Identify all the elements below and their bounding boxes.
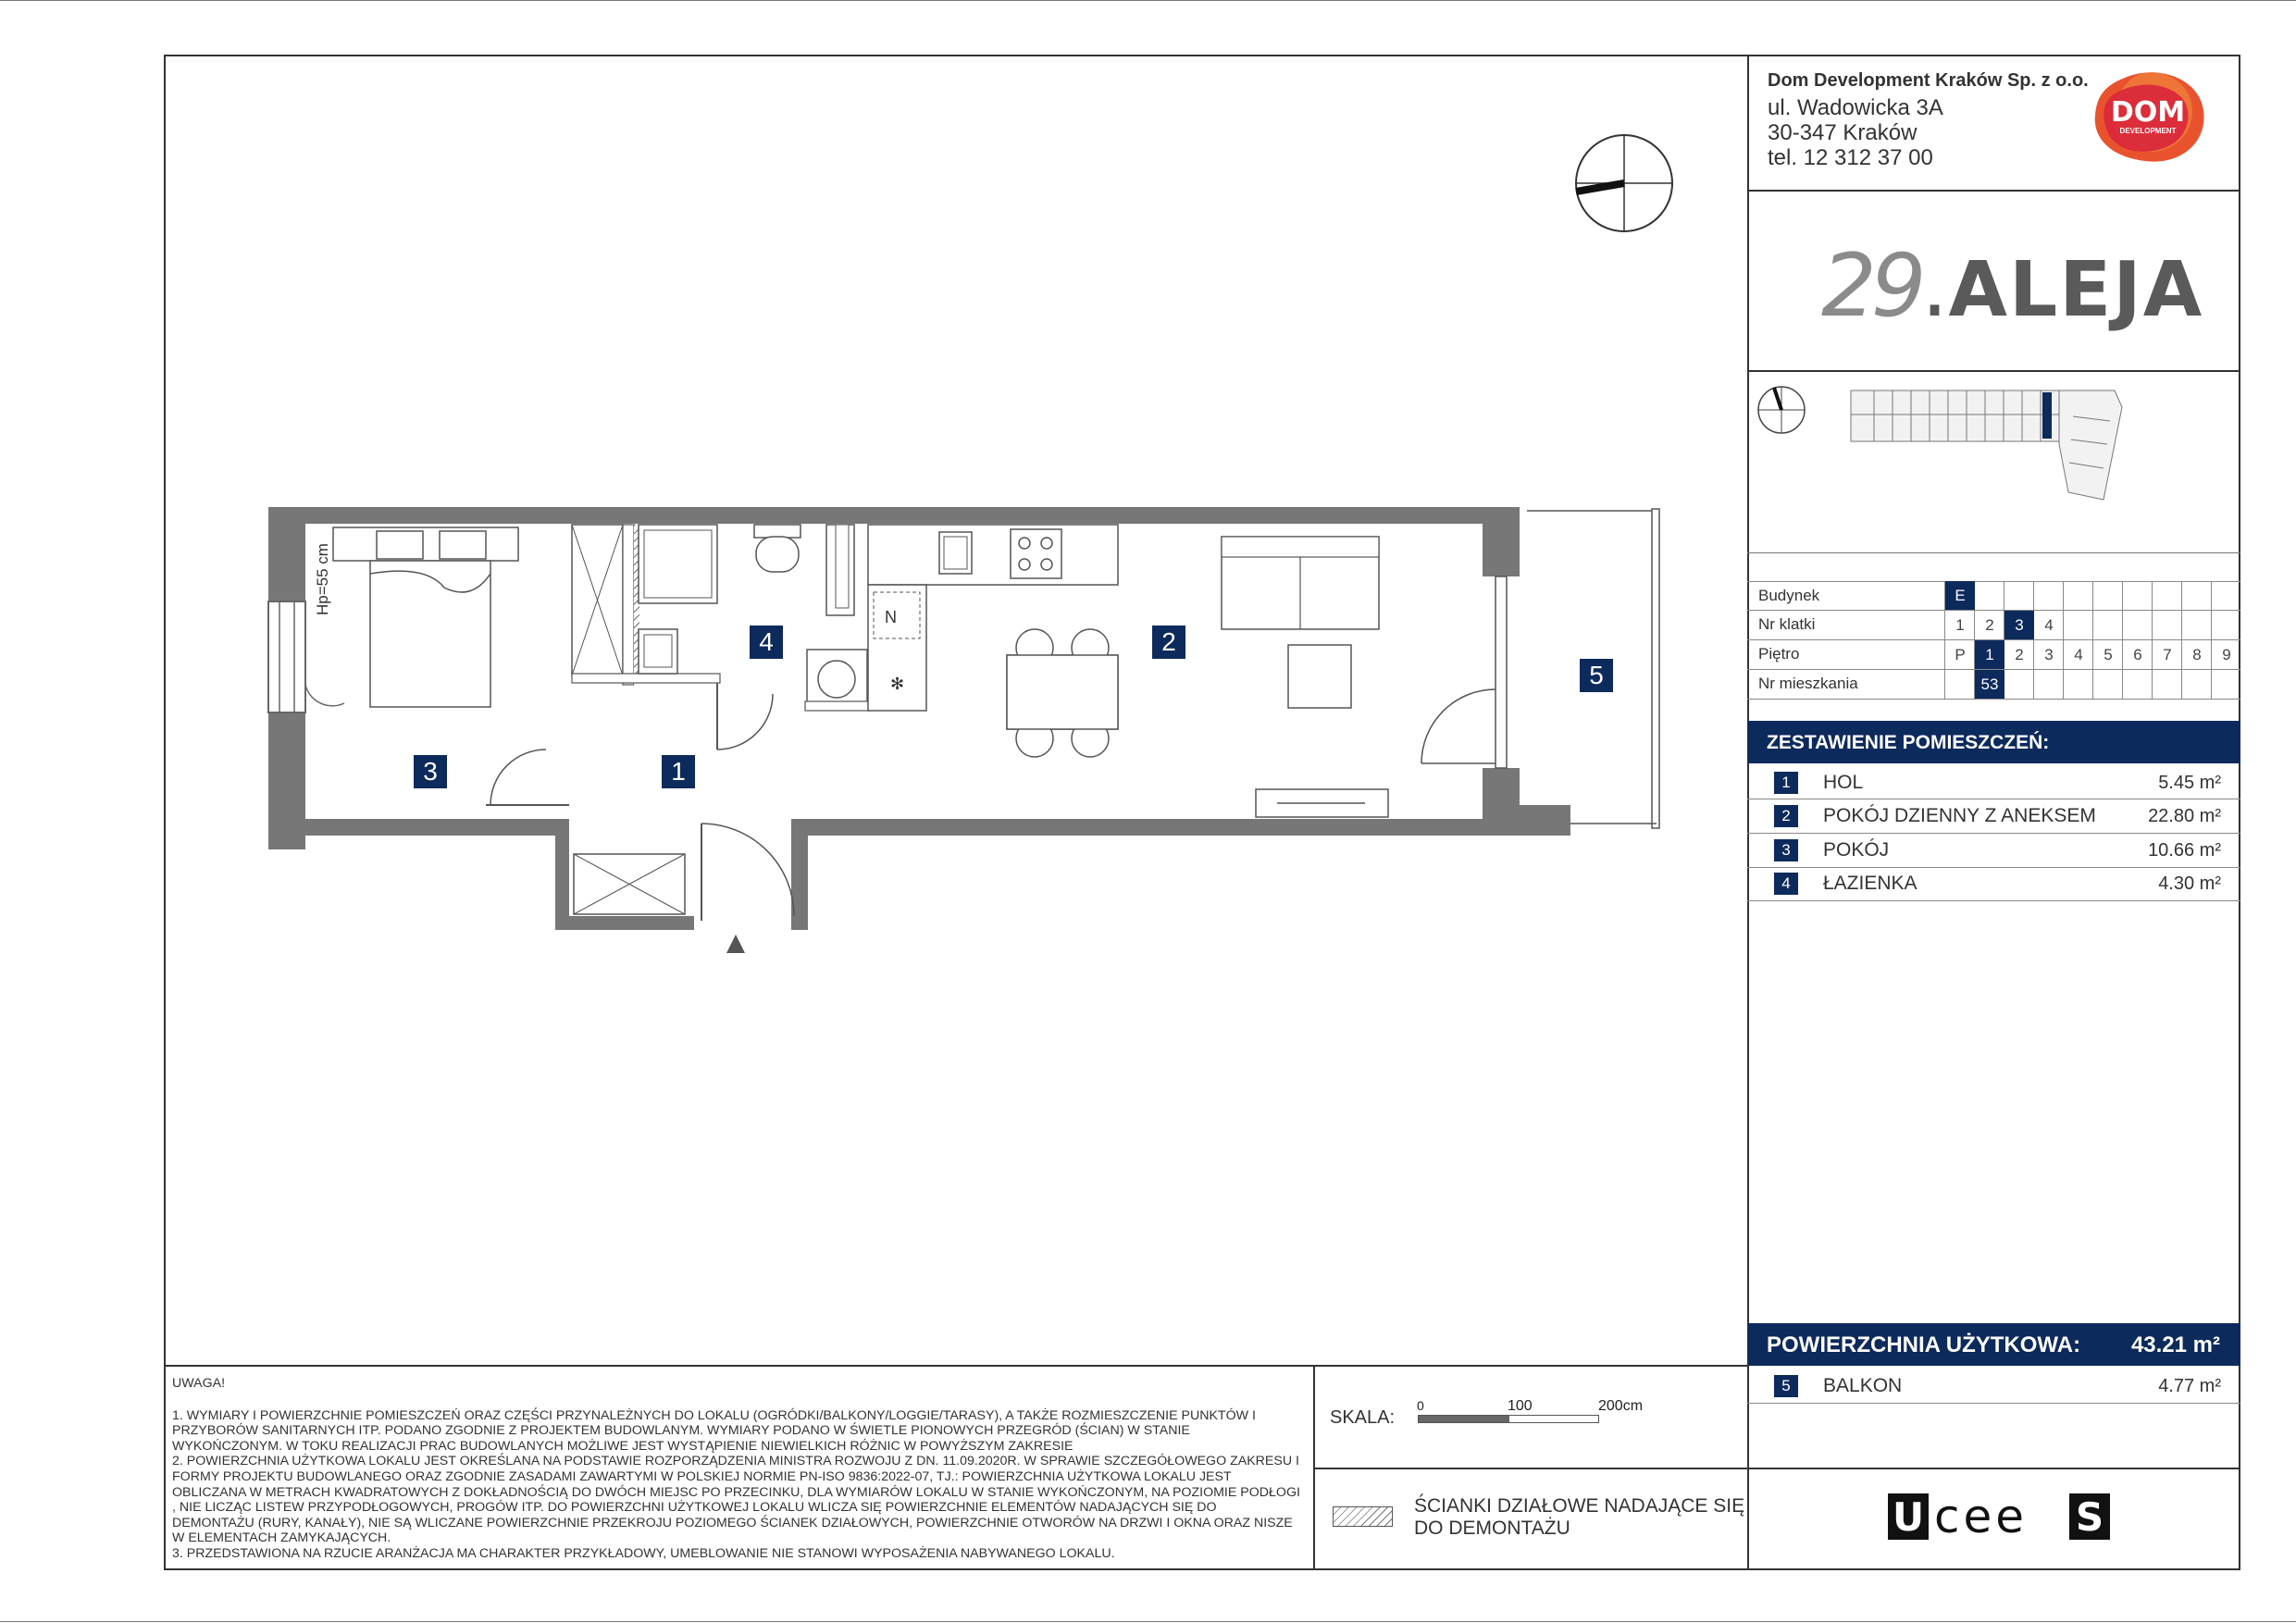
- apartment-number-value: 53: [1975, 670, 2004, 699]
- floor-value: 8: [2192, 646, 2202, 663]
- note-paragraph: 2. POWIERZCHNIA UŻYTKOWA LOKALU JEST OKREŚLANA NA PODSTAWIE ROZPORZĄDZENIA MINISTRA ROZWOJU Z DN. 11.09.2020R. W SPRAWIE SZCZEGÓŁOWEGO ZAKRESU I FORMY PROJEKTU BUDOWLANEGO ORAZ ZGODNIE ZASADAMI ZAWARTYMI W POLSKIEJ NORMIE PN-ISO 9836:2022-07, TJ.: POWIERZCHNIA UŻYTKOWA LOKALU JEST OBLICZANA W METRACH KWADRATOWYCH Z DOKŁADNOŚCIĄ DO DWÓCH MIEJSC PO PRZECINKU, DLA WYMIARÓW LOKALU W STANIE WYKOŃCZONYM, NA POZIOMIE PODŁOGI , NIE LICZĄC LISTEW PRZYPODŁOGOWYCH, PROGÓW ITP. DO POWIERZCHNI UŻYTKOWEJ LOKALU WLICZA SIĘ POWIERZCHNIE ELEMENTÓW NADAJĄCYCH SIĘ DO DEMONTAŻU (RURY, KANAŁY), NIE SĄ WLICZANE POWIERZCHNIE PRZEKROJU POZIOMEGO ŚCIANEK DZIAŁOWYCH, POWIERZCHNIE OTWORÓW NA DRZWI I OKNA ORAZ NISZE W ELEMENTACH ZAMYKAJĄCYCH.: [172, 1454, 1300, 1546]
- apartment-number-label: Nr mieszkania: [1758, 675, 1858, 692]
- dom-development-logo: [2088, 68, 2208, 170]
- svg-text:✻: ✻: [890, 675, 905, 694]
- legend-text-2: DO DEMONTAŻU: [1414, 1518, 1570, 1539]
- usable-area-label: POWIERZCHNIA UŻYTKOWA:: [1767, 1332, 2081, 1357]
- plan-label-room-1: 1: [662, 755, 695, 788]
- floor-value: P: [1955, 646, 1966, 663]
- usable-area-value: 43.21 m²: [2130, 1332, 2220, 1357]
- room-area: 4.30 m²: [2158, 873, 2221, 894]
- svg-text:U: U: [1892, 1494, 1925, 1540]
- note-paragraph: 3. PRZEDSTAWIONA NA RZUCIE ARANŻACJA MA CHARAKTER PRZYKŁADOWY, UMEBLOWANIE NIE STANOWI WYPOSAŻENIA NABYWANEGO LOKALU.: [172, 1545, 1115, 1561]
- floor-value: 3: [2044, 646, 2054, 663]
- room-number: 3: [1774, 839, 1798, 861]
- plan-label-room-3: 3: [414, 755, 447, 788]
- room-name: POKÓJ DZIENNY Z ANEKSEM: [1823, 805, 2096, 826]
- apartment-location-marker: [2042, 392, 2052, 439]
- scale-bar: [1418, 1415, 1599, 1423]
- plan-label-room-2: 2: [1152, 626, 1185, 659]
- room-number: 1: [1774, 772, 1798, 794]
- table-line: [1747, 581, 2240, 582]
- svg-text:S: S: [2075, 1494, 2104, 1540]
- room-area: 5.45 m²: [2158, 773, 2221, 793]
- floor-value: 5: [2104, 646, 2113, 663]
- north-arrow-icon: [1569, 132, 1680, 243]
- balcony-name: BALKON: [1823, 1375, 1903, 1396]
- page-top-rule: [0, 0, 2296, 1]
- floor-plan: [259, 500, 1694, 962]
- project-logo-dot: .: [1920, 236, 1949, 337]
- floor-value: 4: [2074, 646, 2083, 663]
- company-city: 30-347 Kraków: [1768, 120, 1917, 145]
- svg-text:N: N: [885, 608, 897, 626]
- hatch-legend-swatch: [1333, 1506, 1393, 1527]
- floor-value: 6: [2133, 646, 2142, 663]
- stairwell-value: 3: [2004, 611, 2034, 639]
- scale-tick-label: 200cm: [1598, 1398, 1644, 1414]
- project-logo: [1821, 236, 2204, 337]
- mini-compass-icon: [1758, 387, 1805, 433]
- floor-label: Piętro: [1758, 645, 1800, 663]
- floor-value: 1: [1975, 640, 2004, 669]
- sidebar-row-line: [1747, 1468, 2240, 1469]
- note-paragraph: 1. WYMIARY I POWIERZCHNIE POMIESZCZEŃ ORAZ CZĘŚCI PRZYNALEŻNYCH DO LOKALU (OGRÓDKI/BALKONY/LOGGIE/TARASY), A TAKŻE ROZMIESZCZENIE PUNKTÓW I PRZYBORÓW SANITARNYCH ITP. PODANO ZGODNIE Z PROJEKTEM BUDOWLANYM. WYMIARY PODANO W ŚWIETLE PIONOWYCH PRZEGRÓD (ŚCIAN) W STANIE WYKOŃCZONYM. W TOKU REALIZACJI PRAC BUDOWLANYCH MOŻLIWE JEST WYSTĄPIENIE NIEWIELKICH RÓŻNIC W POWYŻSZYM ZAKRESIE: [172, 1407, 1256, 1454]
- room-area: 10.66 m²: [2148, 840, 2221, 861]
- project-logo-number: 29: [1821, 236, 1921, 337]
- notes-block: [172, 1376, 1301, 1562]
- rooms-header-text: ZESTAWIENIE POMIESZCZEŃ:: [1767, 732, 2050, 753]
- scale-tick-label: 100: [1508, 1398, 1533, 1414]
- room-row-line: [1747, 867, 2240, 868]
- room-row-line: [1747, 900, 2240, 901]
- stairwell-label: Nr klatki: [1758, 615, 1816, 633]
- scale-label: SKALA:: [1330, 1407, 1396, 1428]
- page-bottom-rule: [0, 1621, 2296, 1622]
- balcony-area: 4.77 m²: [2158, 1376, 2221, 1396]
- building-label: Budynek: [1758, 587, 1820, 604]
- usable-area-band: [1748, 1323, 2240, 1366]
- balcony-number: 5: [1774, 1375, 1798, 1397]
- dom-logo-subtext: DEVELOPMENT: [2119, 127, 2177, 135]
- company-street: ul. Wadowicka 3A: [1768, 95, 1943, 120]
- footer-divider: [164, 1365, 1748, 1367]
- company-phone: tel. 12 312 37 00: [1768, 145, 1933, 170]
- floor-value: 9: [2222, 646, 2231, 663]
- plan-label-balcony-5: 5: [1580, 659, 1613, 692]
- legend-text-1: ŚCIANKI DZIAŁOWE NADAJĄCE SIĘ: [1414, 1495, 1745, 1517]
- balcony-row-line: [1747, 1403, 2240, 1404]
- sidebar-row-line: [1747, 370, 2240, 372]
- scale-tick-label: 0: [1417, 1398, 1424, 1413]
- stairwell-value: 4: [2044, 616, 2054, 634]
- table-line: [1747, 699, 2240, 700]
- site-key-plan: [1754, 379, 2161, 546]
- dom-logo-text: DOM: [2110, 96, 2186, 129]
- sidebar-row-line: [1747, 552, 2240, 553]
- scale-bar-fill: [1419, 1416, 1509, 1422]
- room-name: ŁAZIENKA: [1823, 873, 1917, 894]
- room-area: 22.80 m²: [2148, 806, 2221, 826]
- rooms-header: [1748, 721, 2240, 763]
- floor-value: 2: [2015, 646, 2024, 663]
- room-name: POKÓJ: [1823, 839, 1890, 861]
- ucees-logo: [1888, 1493, 2110, 1540]
- floor-value: 7: [2163, 646, 2172, 663]
- room-name: HOL: [1823, 772, 1864, 793]
- stairwell-value: 1: [1955, 616, 1965, 634]
- window-height-note: Hp=55 cm: [314, 543, 331, 615]
- svg-text:cee: cee: [1934, 1493, 2029, 1540]
- project-logo-word: ALEJA: [1948, 246, 2204, 334]
- scale-legend-divider: [1313, 1468, 1748, 1469]
- building-value: E: [1945, 581, 1975, 610]
- room-number: 2: [1774, 805, 1798, 827]
- notes-heading: UWAGA!: [172, 1376, 226, 1391]
- room-number: 4: [1774, 873, 1798, 895]
- company-name: Dom Development Kraków Sp. z o.o.: [1768, 70, 2089, 91]
- stairwell-value: 2: [1985, 616, 1994, 634]
- room-row-line: [1747, 833, 2240, 834]
- sidebar-row-line: [1747, 190, 2240, 192]
- plan-label-room-4: 4: [750, 626, 783, 659]
